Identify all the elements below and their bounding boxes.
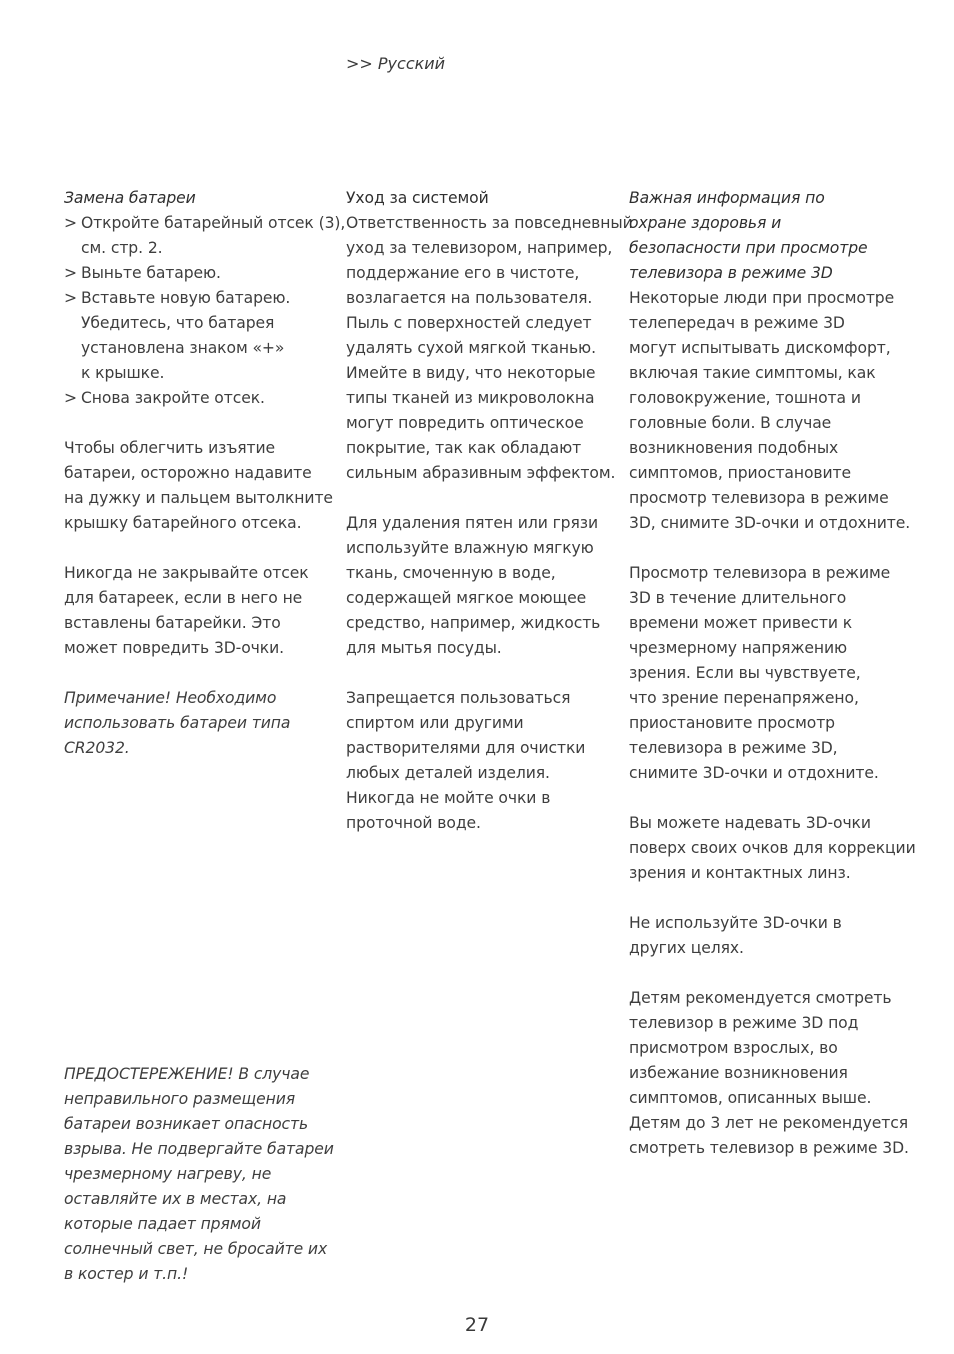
- health-paragraph-1: [629, 286, 919, 536]
- language-label: >> Русский: [346, 54, 446, 73]
- paragraph-line: симптомов, приостановите: [629, 464, 852, 482]
- paragraph-line: других целях.: [629, 939, 744, 957]
- battery-step: [64, 286, 336, 386]
- paragraph-line: средство, например, жидкость: [346, 614, 601, 632]
- paragraph-line: проточной воде.: [346, 814, 481, 832]
- paragraph-line: просмотр телевизора в режиме: [629, 489, 889, 507]
- paragraph-line: смотреть телевизор в режиме 3D.: [629, 1139, 909, 1157]
- paragraph-line: 3D в течение длительного: [629, 589, 847, 607]
- step-text-line: Выньте батарею.: [81, 264, 221, 282]
- health-paragraph-3: [629, 811, 919, 886]
- health-paragraph-2: [629, 561, 919, 786]
- battery-step: [64, 261, 336, 286]
- paragraph-line: симптомов, описанных выше.: [629, 1089, 872, 1107]
- paragraph-line: Чтобы облегчить изъятие: [64, 439, 276, 457]
- battery-paragraph-2: [64, 561, 336, 661]
- step-marker: >: [64, 214, 77, 232]
- paragraph-line: приостановите просмотр: [629, 714, 835, 732]
- heading-line: охране здоровья и: [629, 214, 782, 232]
- paragraph-line: содержащей мягкое моющее: [346, 589, 587, 607]
- paragraph-line: могут повредить оптическое: [346, 414, 584, 432]
- paragraph-line: Ответственность за повседневный: [346, 214, 633, 232]
- paragraph-line: головные боли. В случае: [629, 414, 832, 432]
- page-number: 27: [464, 1314, 490, 1336]
- paragraph-line: времени может привести к: [629, 614, 853, 632]
- warning-line: чрезмерному нагреву, не: [64, 1165, 272, 1183]
- battery-step: [64, 211, 346, 261]
- note-line: Примечание! Необходимо: [64, 689, 277, 707]
- step-text-line: к крышке.: [81, 364, 165, 382]
- paragraph-line: могут испытывать дискомфорт,: [629, 339, 891, 357]
- paragraph-line: Запрещается пользоваться: [346, 689, 571, 707]
- paragraph-line: чрезмерному напряжению: [629, 639, 848, 657]
- paragraph-line: возлагается на пользователя.: [346, 289, 593, 307]
- step-marker: >: [64, 289, 77, 307]
- paragraph-line: может повредить 3D-очки.: [64, 639, 284, 657]
- paragraph-line: крышку батарейного отсека.: [64, 514, 302, 532]
- paragraph-line: что зрение перенапряжено,: [629, 689, 859, 707]
- paragraph-line: телепередач в режиме 3D: [629, 314, 845, 332]
- paragraph-line: Детям рекомендуется смотреть: [629, 989, 892, 1007]
- warning-line: ПРЕДОСТЕРЕЖЕНИЕ! В случае: [64, 1065, 310, 1083]
- paragraph-line: удалять сухой мягкой тканью.: [346, 339, 596, 357]
- paragraph-line: Детям до 3 лет не рекомендуется: [629, 1114, 909, 1132]
- paragraph-line: уход за телевизором, например,: [346, 239, 613, 257]
- health-section-heading: [629, 186, 919, 286]
- paragraph-line: снимите 3D-очки и отдохните.: [629, 764, 879, 782]
- paragraph-line: поверх своих очков для коррекции: [629, 839, 916, 857]
- paragraph-line: Не используйте 3D-очки в: [629, 914, 842, 932]
- heading-line: Важная информация по: [629, 189, 825, 207]
- step-text-line: Убедитесь, что батарея: [81, 314, 275, 332]
- note-line: CR2032.: [64, 739, 130, 757]
- paragraph-line: любых деталей изделия.: [346, 764, 550, 782]
- paragraph-line: Пыль с поверхностей следует: [346, 314, 592, 332]
- warning-line: которые падает прямой: [64, 1215, 261, 1233]
- heading-line: безопасности при просмотре: [629, 239, 868, 257]
- paragraph-line: Никогда не мойте очки в: [346, 789, 551, 807]
- warning-line: оставляйте их в местах, на: [64, 1190, 287, 1208]
- paragraph-line: возникновения подобных: [629, 439, 839, 457]
- paragraph-line: Имейте в виду, что некоторые: [346, 364, 596, 382]
- paragraph-line: зрения и контактных линз.: [629, 864, 851, 882]
- paragraph-line: типы тканей из микроволокна: [346, 389, 595, 407]
- paragraph-line: используйте влажную мягкую: [346, 539, 594, 557]
- paragraph-line: присмотром взрослых, во: [629, 1039, 838, 1057]
- battery-warning: [64, 1062, 336, 1287]
- paragraph-line: телевизор в режиме 3D под: [629, 1014, 859, 1032]
- care-paragraph-2: [346, 511, 620, 661]
- battery-step: [64, 386, 336, 411]
- paragraph-line: 3D, снимите 3D-очки и отдохните.: [629, 514, 911, 532]
- warning-line: взрыва. Не подвергайте батареи: [64, 1140, 334, 1158]
- paragraph-line: вставлены батарейки. Это: [64, 614, 281, 632]
- paragraph-line: избежание возникновения: [629, 1064, 848, 1082]
- paragraph-line: телевизора в режиме 3D,: [629, 739, 838, 757]
- paragraph-line: Для удаления пятен или грязи: [346, 514, 598, 532]
- note-line: использовать батареи типа: [64, 714, 291, 732]
- paragraph-line: зрения. Если вы чувствуете,: [629, 664, 861, 682]
- paragraph-line: батареи, осторожно надавите: [64, 464, 312, 482]
- paragraph-line: на дужку и пальцем вытолкните: [64, 489, 333, 507]
- care-paragraph-1: [346, 211, 633, 486]
- paragraph-line: растворителями для очистки: [346, 739, 586, 757]
- paragraph-line: покрытие, так как обладают: [346, 439, 582, 457]
- step-text-line: установлена знаком «+»: [81, 339, 285, 357]
- battery-section-heading: Замена батареи: [64, 189, 196, 207]
- battery-note: [64, 686, 336, 761]
- step-text-line: Откройте батарейный отсек (3),: [81, 214, 346, 232]
- health-safety-column: [629, 186, 919, 1161]
- paragraph-line: Просмотр телевизора в режиме: [629, 564, 891, 582]
- system-care-column: [346, 186, 633, 836]
- care-section-heading: Уход за системой: [346, 189, 489, 207]
- warning-line: в костер и т.п.!: [64, 1265, 189, 1283]
- paragraph-line: ткань, смоченную в воде,: [346, 564, 556, 582]
- battery-steps-list: [64, 211, 346, 411]
- warning-line: неправильного размещения: [64, 1090, 296, 1108]
- paragraph-line: для батареек, если в него не: [64, 589, 303, 607]
- paragraph-line: сильным абразивным эффектом.: [346, 464, 616, 482]
- paragraph-line: Никогда не закрывайте отсек: [64, 564, 309, 582]
- heading-line: телевизора в режиме 3D: [629, 264, 833, 282]
- care-paragraph-3: [346, 686, 620, 836]
- step-marker: >: [64, 264, 77, 282]
- paragraph-line: головокружение, тошнота и: [629, 389, 861, 407]
- paragraph-line: поддержание его в чистоте,: [346, 264, 580, 282]
- health-paragraph-5: [629, 986, 919, 1161]
- battery-replacement-column: [64, 186, 346, 761]
- paragraph-line: Вы можете надевать 3D-очки: [629, 814, 871, 832]
- paragraph-line: Некоторые люди при просмотре: [629, 289, 895, 307]
- step-marker: >: [64, 389, 77, 407]
- step-text-line: Снова закройте отсек.: [81, 389, 265, 407]
- step-text-line: Вставьте новую батарею.: [81, 289, 291, 307]
- paragraph-line: включая такие симптомы, как: [629, 364, 876, 382]
- battery-paragraph-1: [64, 436, 336, 536]
- warning-line: батареи возникает опасность: [64, 1115, 309, 1133]
- warning-line: солнечный свет, не бросайте их: [64, 1240, 328, 1258]
- paragraph-line: спиртом или другими: [346, 714, 524, 732]
- step-text-line: см. стр. 2.: [81, 239, 163, 257]
- paragraph-line: для мытья посуды.: [346, 639, 502, 657]
- health-paragraph-4: [629, 911, 919, 961]
